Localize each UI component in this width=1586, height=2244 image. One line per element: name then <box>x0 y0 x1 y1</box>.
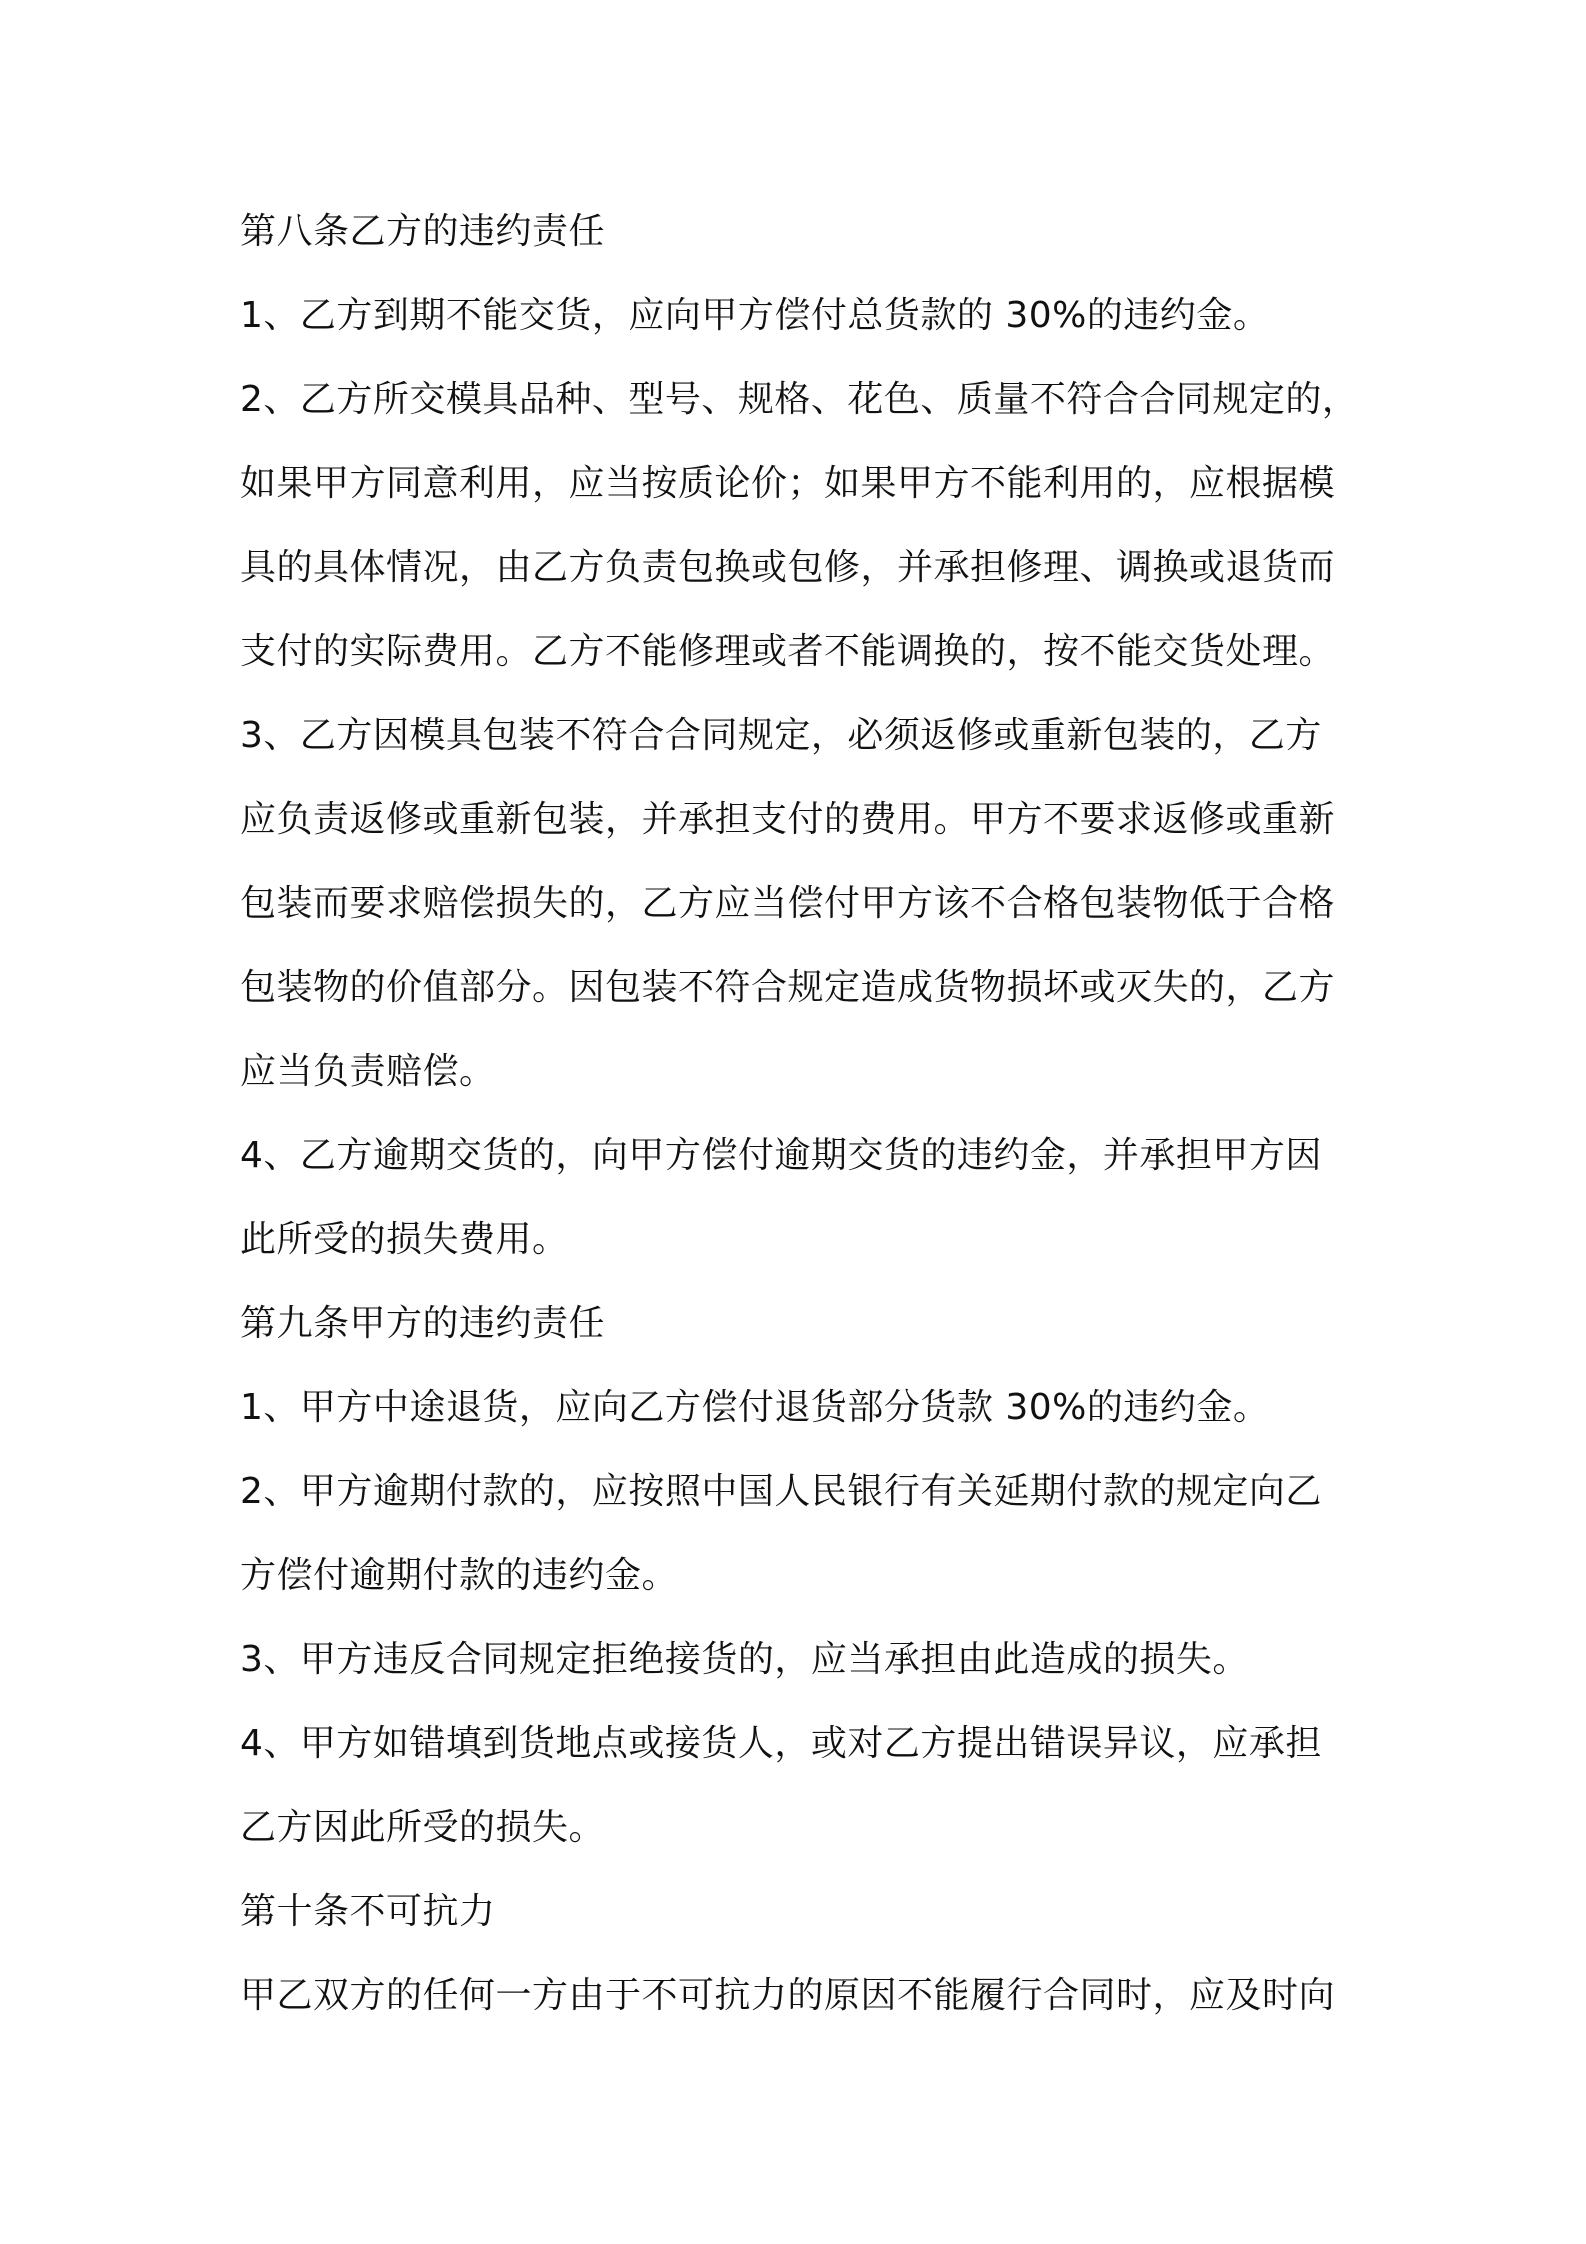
paragraph-line: 包装而要求赔偿损失的，乙方应当偿付甲方该不合格包装物低于合格 <box>240 883 1336 924</box>
paragraph-line: 4、乙方逾期交货的，向甲方偿付逾期交货的违约金，并承担甲方因 <box>240 1135 1322 1176</box>
section-heading-article-8: 第八条乙方的违约责任 <box>240 211 606 252</box>
paragraph-line: 包装物的价值部分。因包装不符合规定造成货物损坏或灭失的，乙方 <box>240 967 1336 1008</box>
paragraph-line: 支付的实际费用。乙方不能修理或者不能调换的，按不能交货处理。 <box>240 631 1336 672</box>
paragraph-line: 此所受的损失费用。 <box>240 1219 569 1260</box>
paragraph-line: 应负责返修或重新包装，并承担支付的费用。甲方不要求返修或重新 <box>240 799 1336 840</box>
paragraph-line: 3、乙方因模具包装不符合合同规定，必须返修或重新包装的，乙方 <box>240 715 1322 756</box>
paragraph-line: 乙方因此所受的损失。 <box>240 1807 606 1848</box>
paragraph-line: 应当负责赔偿。 <box>240 1051 496 1092</box>
section-heading-article-9: 第九条甲方的违约责任 <box>240 1303 606 1344</box>
document-page <box>240 190 1370 2038</box>
paragraph-line: 1、乙方到期不能交货，应向甲方偿付总货款的 30%的违约金。 <box>240 295 1270 336</box>
paragraph-line: 2、乙方所交模具品种、型号、规格、花色、质量不符合合同规定的， <box>240 379 1359 420</box>
paragraph-line: 2、甲方逾期付款的，应按照中国人民银行有关延期付款的规定向乙 <box>240 1471 1322 1512</box>
paragraph-line: 3、甲方违反合同规定拒绝接货的，应当承担由此造成的损失。 <box>240 1639 1249 1680</box>
paragraph-line: 4、甲方如错填到货地点或接货人，或对乙方提出错误异议，应承担 <box>240 1723 1322 1764</box>
paragraph-line: 如果甲方同意利用，应当按质论价；如果甲方不能利用的，应根据模 <box>240 463 1336 504</box>
paragraph-line: 甲乙双方的任何一方由于不可抗力的原因不能履行合同时，应及时向 <box>240 1975 1336 2016</box>
paragraph-line: 1、甲方中途退货，应向乙方偿付退货部分货款 30%的违约金。 <box>240 1387 1270 1428</box>
paragraph-line: 方偿付逾期付款的违约金。 <box>240 1555 679 1596</box>
paragraph-line: 具的具体情况，由乙方负责包换或包修，并承担修理、调换或退货而 <box>240 547 1336 588</box>
section-heading-article-10: 第十条不可抗力 <box>240 1891 496 1932</box>
